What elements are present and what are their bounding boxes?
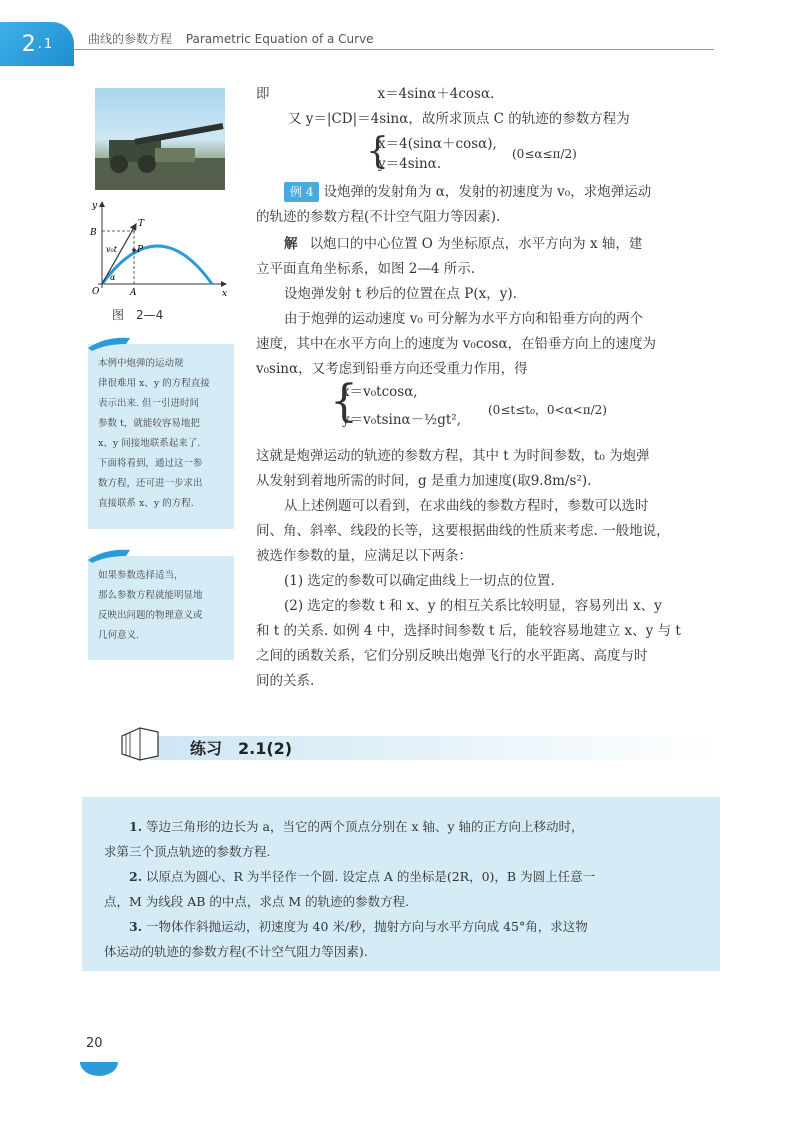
text-line: 间、角、斜率、线段的长等，这要根据曲线的性质来考虑. 一般地说， [256,523,670,539]
label-a: A [130,288,137,298]
book-icon [118,722,162,762]
label-v0t: v₀t [106,245,117,254]
header-title-en: Parametric Equation of a Curve [185,32,374,46]
pen-icon [86,546,132,564]
trajectory-curve [102,246,212,284]
text-line: 和 t 的关系. 如例 4 中，选择时间参数 t 后，能较容易地建立 x、y 与 t [256,623,681,639]
note2-line: 如果参数选择适当， [98,570,184,581]
exercise-q2: 2. 以原点为圆心、R 为半径作一个圆. 设定点 A 的坐标是(2R，0)，B 为圆上任意一 [129,869,596,884]
label-t: T [138,219,145,229]
trajectory-figure [88,198,230,298]
point-p [132,248,136,252]
text-line: 立平面直角坐标系，如图 2—4 所示. [256,261,476,277]
text-line: 之间的函数关系，它们分别反映出炮弹飞行的水平距离、高度与时 [256,648,648,664]
pen-icon [86,334,132,352]
label-alpha: α [110,273,116,282]
section-tab: 2 . 1 [0,22,74,66]
note1-line: x、y 间接地联系起来了. [98,438,201,449]
note1-line: 参数 t，就能较容易地把 [98,418,200,429]
text-line: 从发射到着地所需的时间，g 是重力加速度(取9.8m/s²). [256,473,592,489]
solution-line: 解 以炮口的中心位置 O 为坐标原点，水平方向为 x 轴，建 [284,236,643,252]
figure-caption: 图 2—4 [112,308,164,322]
exercise-q1-cont: 求第三个顶点轨迹的参数方程. [104,844,271,859]
text-line: 的轨迹的参数方程(不计空气阻力等因素). [256,209,501,225]
note2-line: 反映出问题的物理意义或 [98,610,203,621]
example-4-tag: 例 4 [284,182,319,202]
example-4-line: 例 4 设炮弹的发射角为 α，发射的初速度为 v₀，求炮弹运动 [284,182,651,202]
exercise-header [118,722,718,762]
cannon-photo [95,88,225,190]
text-line: 由于炮弹的运动速度 v₀ 可分解为水平方向和铅垂方向的两个 [284,311,644,327]
label-x: x [222,289,228,298]
text-line: 设炮弹发射 t 秒后的位置在点 P(x，y). [284,286,517,302]
text-line: 间的关系. [256,673,315,689]
label-p: P [137,245,144,255]
header-title-cn: 曲线的参数方程 [88,32,173,46]
note1-line: 直接联系 x、y 的方程. [98,498,194,509]
text-line: 即 x＝4sinα＋4cosα. [256,86,495,102]
running-header [88,30,374,47]
note1-line: 表示出来. 但一引进时间 [98,398,200,409]
note1-line: 数方程，还可进一步求出 [98,478,203,489]
condition-1: (1) 选定的参数可以确定曲线上一切点的位置. [284,573,555,589]
note2-line: 那么参数方程就能明显地 [98,590,203,601]
side-note-2 [88,556,234,660]
label-y: y [92,201,98,211]
header-rule [74,49,714,50]
side-note-1 [88,344,234,529]
solution-tag: 解 [284,236,298,252]
note1-line: 律很难用 x、y 的方程直接 [98,378,210,389]
exercise-q3-cont: 体运动的轨迹的参数方程(不计空气阻力等因素). [104,944,368,959]
section-sub: 1 [43,36,53,52]
section-number: 2 [21,31,36,57]
text-line: v₀sinα，又考虑到铅垂方向还受重力作用，得 [256,361,528,377]
page-number: 20 [86,1036,103,1051]
text-line: 被选作参数的量，应满足以下两条： [256,548,472,564]
exercise-q3: 3. 一物体作斜抛运动，初速度为 40 米/秒，抛射方向与水平方向成 45°角，求这物 [129,919,588,934]
exercise-q1: 1. 等边三角形的边长为 a，当它的两个顶点分别在 x 轴、y 轴的正方向上移动时， [129,819,584,834]
exercise-q2-cont: 点，M 为线段 AB 的中点，求点 M 的轨迹的参数方程. [104,894,410,909]
exercise-title: 练习 2.1(2) [190,739,293,758]
text-line: 从上述例题可以看到，在求曲线的参数方程时，参数可以选时 [284,498,649,514]
condition-2: (2) 选定的参数 t 和 x、y 的相互关系比较明显，容易列出 x、y [284,598,662,614]
note1-line: 下面将看到，通过这一参 [98,458,203,469]
label-b: B [90,228,97,238]
note2-line: 几何意义. [98,630,140,641]
text-line: 这就是炮弹运动的轨迹的参数方程，其中 t 为时间参数，t₀ 为炮弹 [256,448,650,464]
note1-line: 本例中炮弹的运动规 [98,358,184,369]
label-o: O [92,287,100,297]
text-line: 速度，其中在水平方向上的速度为 v₀cosα，在铅垂方向上的速度为 [256,336,657,352]
page-number-arc [80,1062,118,1076]
exercise-box [82,797,720,971]
text-line: 又 y＝|CD|＝4sinα，故所求顶点 C 的轨迹的参数方程为 [288,111,630,127]
